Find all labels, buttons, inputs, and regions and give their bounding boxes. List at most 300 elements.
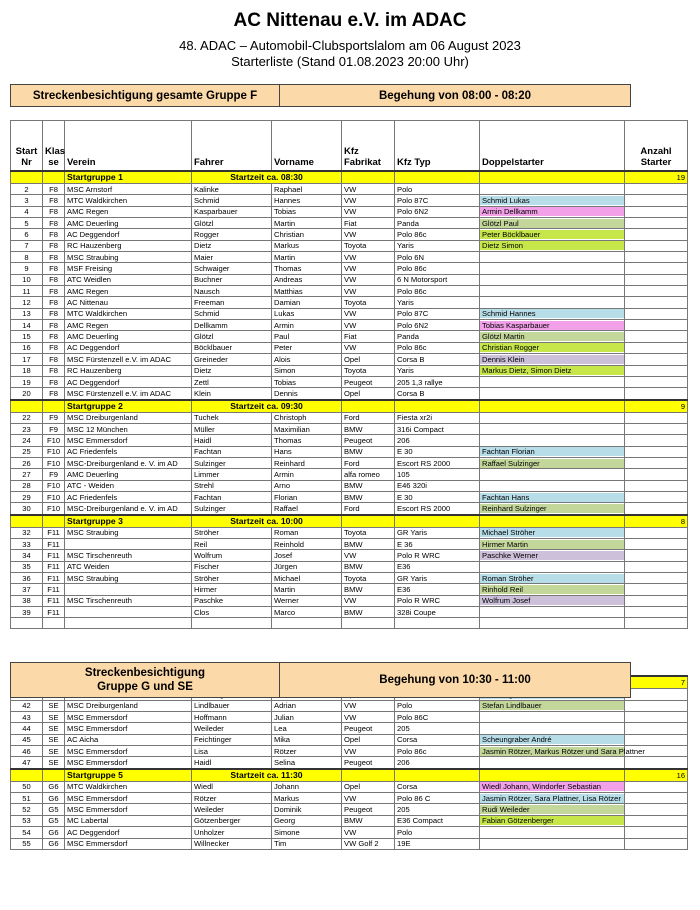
vorname: Andreas bbox=[272, 274, 342, 285]
kfz-typ: E 36 bbox=[395, 538, 480, 549]
kfz-typ: Polo 86c bbox=[395, 342, 480, 353]
doppelstarter bbox=[480, 365, 625, 376]
klasse: F8 bbox=[43, 206, 65, 217]
verein: MSC Straubing bbox=[65, 252, 192, 263]
table-row bbox=[11, 218, 688, 229]
start-nr: 28 bbox=[11, 480, 43, 491]
start-nr: 8 bbox=[11, 252, 43, 263]
klasse: SE bbox=[43, 757, 65, 769]
klasse: SE bbox=[43, 734, 65, 745]
table-row bbox=[11, 423, 688, 434]
start-nr: 55 bbox=[11, 838, 43, 849]
klasse: F8 bbox=[43, 342, 65, 353]
kfz-typ: E 30 bbox=[395, 491, 480, 502]
doppelstarter bbox=[480, 308, 625, 319]
doppelstarter-name: Christian Rogger bbox=[480, 343, 624, 352]
start-nr: 30 bbox=[11, 503, 43, 515]
anzahl-starter-cell bbox=[625, 595, 688, 606]
klasse: SE bbox=[43, 746, 65, 757]
kfz-typ: E36 bbox=[395, 561, 480, 572]
table-row bbox=[11, 457, 688, 468]
kfz-typ: Polo 6N2 bbox=[395, 206, 480, 217]
table-row bbox=[11, 388, 688, 400]
vorname: Adrian bbox=[272, 700, 342, 711]
anzahl-starter-cell bbox=[625, 435, 688, 446]
group-spacer bbox=[480, 171, 625, 184]
start-nr: 47 bbox=[11, 757, 43, 769]
kfz-fabrikat: Fiat bbox=[342, 218, 395, 229]
empty-cell bbox=[43, 618, 65, 629]
fahrer: Schmid bbox=[192, 195, 272, 206]
kfz-fabrikat: Opel bbox=[342, 734, 395, 745]
table-row bbox=[11, 412, 688, 423]
table-row bbox=[11, 365, 688, 376]
start-nr: 45 bbox=[11, 734, 43, 745]
doppelstarter bbox=[480, 331, 625, 342]
fahrer: Dietz bbox=[192, 240, 272, 251]
doppelstarter-name: Schmid Hannes bbox=[480, 309, 624, 318]
kfz-typ: 105 bbox=[395, 469, 480, 480]
doppelstarter bbox=[480, 184, 625, 195]
kfz-typ: 205 bbox=[395, 804, 480, 815]
fahrer: Ströher bbox=[192, 573, 272, 584]
vorname: Thomas bbox=[272, 263, 342, 274]
group-starter-count: 19 bbox=[625, 171, 688, 184]
klasse: F8 bbox=[43, 218, 65, 229]
kfz-typ: Polo R WRC bbox=[395, 595, 480, 606]
fahrer: Willnecker bbox=[192, 838, 272, 849]
kfz-fabrikat: Toyota bbox=[342, 297, 395, 308]
anzahl-starter-cell bbox=[625, 297, 688, 308]
start-nr: 27 bbox=[11, 469, 43, 480]
table-row bbox=[11, 435, 688, 446]
table-row bbox=[11, 584, 688, 595]
table-row bbox=[11, 527, 688, 538]
doppelstarter bbox=[480, 229, 625, 240]
anzahl-starter-cell bbox=[625, 423, 688, 434]
klasse: G5 bbox=[43, 815, 65, 826]
doppelstarter bbox=[480, 757, 625, 769]
anzahl-starter-cell bbox=[625, 689, 688, 700]
event-subtitle: 48. ADAC – Automobil-Clubsportslalom am 06 August 2023 bbox=[179, 38, 521, 53]
fahrer: Fachtan bbox=[192, 491, 272, 502]
verein: AC Aicha bbox=[65, 734, 192, 745]
verein: AMC Regen bbox=[65, 320, 192, 331]
vorname: Florian bbox=[272, 491, 342, 502]
fahrer: Weileder bbox=[192, 804, 272, 815]
anzahl-starter-cell bbox=[625, 503, 688, 515]
start-nr: 19 bbox=[11, 376, 43, 387]
klasse: SE bbox=[43, 712, 65, 723]
table-row bbox=[11, 252, 688, 263]
inspection-time: Begehung von 08:00 - 08:20 bbox=[378, 89, 532, 102]
vorname: Roman bbox=[272, 527, 342, 538]
table-row bbox=[11, 561, 688, 572]
anzahl-starter-cell bbox=[625, 573, 688, 584]
start-nr: 7 bbox=[11, 240, 43, 251]
verein: MSC Tirschenreuth bbox=[65, 550, 192, 561]
kfz-fabrikat: Toyota bbox=[342, 573, 395, 584]
start-nr: 42 bbox=[11, 700, 43, 711]
table-row bbox=[11, 240, 688, 251]
klasse: F9 bbox=[43, 423, 65, 434]
verein: AMC Deuerling bbox=[65, 218, 192, 229]
table-row bbox=[11, 184, 688, 195]
vorname: Michael bbox=[272, 573, 342, 584]
fahrer: Wolfrum bbox=[192, 550, 272, 561]
klasse: F8 bbox=[43, 263, 65, 274]
verein: AC Friedenfels bbox=[65, 491, 192, 502]
anzahl-starter-cell bbox=[625, 195, 688, 206]
table-row bbox=[11, 538, 688, 549]
klasse: F8 bbox=[43, 195, 65, 206]
kfz-fabrikat: Opel bbox=[342, 354, 395, 365]
klasse: F11 bbox=[43, 550, 65, 561]
start-nr: 32 bbox=[11, 527, 43, 538]
fahrer: Dellkamm bbox=[192, 320, 272, 331]
doppelstarter-name: Tobias Kasparbauer bbox=[480, 321, 624, 330]
group-starter-count: 7 bbox=[625, 676, 688, 689]
group-name: Startgruppe 2 bbox=[65, 400, 192, 413]
doppelstarter-name: Rinhold Reil bbox=[480, 585, 624, 594]
fahrer: Böcklbauer bbox=[192, 342, 272, 353]
doppelstarter bbox=[480, 527, 625, 538]
anzahl-starter-cell bbox=[625, 838, 688, 849]
klasse: F8 bbox=[43, 184, 65, 195]
start-nr: 6 bbox=[11, 229, 43, 240]
vorname: Markus bbox=[272, 240, 342, 251]
group-spacer bbox=[480, 769, 625, 782]
group-spacer bbox=[395, 769, 480, 782]
vorname: Paul bbox=[272, 331, 342, 342]
fahrer: Hoffmann bbox=[192, 712, 272, 723]
fahrer: Rogger bbox=[192, 229, 272, 240]
anzahl-starter-cell bbox=[625, 827, 688, 838]
start-nr: 4 bbox=[11, 206, 43, 217]
fahrer: Zettl bbox=[192, 376, 272, 387]
anzahl-starter-cell bbox=[625, 469, 688, 480]
verein: MSF Freising bbox=[65, 263, 192, 274]
group-start-time: Startzeit ca. 08:30 bbox=[192, 171, 342, 184]
col-kfz-fabrikat: Kfz Fabrikat bbox=[342, 121, 395, 172]
vorname: Armin bbox=[272, 469, 342, 480]
verein: MSC Arnstorf bbox=[65, 184, 192, 195]
anzahl-starter-cell bbox=[625, 815, 688, 826]
fahrer: Ströher bbox=[192, 527, 272, 538]
kfz-fabrikat: Peugeot bbox=[342, 804, 395, 815]
anzahl-starter-cell bbox=[625, 550, 688, 561]
group-spacer bbox=[395, 515, 480, 528]
kfz-typ: 19E bbox=[395, 838, 480, 849]
verein: MSC Emmersdorf bbox=[65, 793, 192, 804]
fahrer: Limmer bbox=[192, 469, 272, 480]
group-name: Startgruppe 3 bbox=[65, 515, 192, 528]
kfz-typ: 206 bbox=[395, 435, 480, 446]
kfz-fabrikat: Opel bbox=[342, 388, 395, 400]
table-row bbox=[11, 746, 688, 757]
fahrer: Hirmer bbox=[192, 584, 272, 595]
col-doppelstarter: Doppelstarter bbox=[480, 121, 625, 172]
kfz-typ: Escort RS 2000 bbox=[395, 503, 480, 515]
anzahl-starter-cell bbox=[625, 286, 688, 297]
klasse: F8 bbox=[43, 376, 65, 387]
vorname: Josef bbox=[272, 550, 342, 561]
kfz-typ: E 30 bbox=[395, 446, 480, 457]
doppelstarter bbox=[480, 480, 625, 491]
kfz-fabrikat: Opel bbox=[342, 781, 395, 792]
klasse: F11 bbox=[43, 538, 65, 549]
fahrer: Müller bbox=[192, 423, 272, 434]
start-nr: 17 bbox=[11, 354, 43, 365]
verein: MSC Straubing bbox=[65, 573, 192, 584]
fahrer: Fischer bbox=[192, 561, 272, 572]
fahrer: Kalinke bbox=[192, 184, 272, 195]
kfz-fabrikat: VW bbox=[342, 827, 395, 838]
fahrer: Greineder bbox=[192, 354, 272, 365]
kfz-fabrikat: Toyota bbox=[342, 365, 395, 376]
doppelstarter-name: Glötzl Paul bbox=[480, 219, 624, 228]
klasse: F11 bbox=[43, 527, 65, 538]
table-row bbox=[11, 503, 688, 515]
kfz-fabrikat: Ford bbox=[342, 457, 395, 468]
anzahl-starter-cell bbox=[625, 527, 688, 538]
kfz-fabrikat: VW bbox=[342, 184, 395, 195]
doppelstarter-name: Jasmin Rötzer, Sara Plattner, Lisa Rötzer bbox=[480, 794, 624, 803]
verein: MSC Emmersdorf bbox=[65, 712, 192, 723]
doppelstarter bbox=[480, 240, 625, 251]
doppelstarter bbox=[480, 320, 625, 331]
anzahl-starter-cell bbox=[625, 793, 688, 804]
fahrer: Götzenberger bbox=[192, 815, 272, 826]
vorname: Martin bbox=[272, 218, 342, 229]
doppelstarter bbox=[480, 206, 625, 217]
kfz-fabrikat: alfa romeo bbox=[342, 469, 395, 480]
doppelstarter bbox=[480, 457, 625, 468]
vorname: Simone bbox=[272, 827, 342, 838]
anzahl-starter-cell bbox=[625, 584, 688, 595]
start-nr: 22 bbox=[11, 412, 43, 423]
table-row bbox=[11, 734, 688, 745]
kfz-typ: Corsa B bbox=[395, 354, 480, 365]
fahrer: Klein bbox=[192, 388, 272, 400]
doppelstarter bbox=[480, 195, 625, 206]
col-vorname: Vorname bbox=[272, 121, 342, 172]
verein: MTC Waldkirchen bbox=[65, 195, 192, 206]
doppelstarter-name: Glötzl Martin bbox=[480, 332, 624, 341]
fahrer: Reil bbox=[192, 538, 272, 549]
group-start-time: Startzeit ca. 09:30 bbox=[192, 400, 342, 413]
group-header-row bbox=[11, 171, 688, 184]
kfz-typ: Polo 86c bbox=[395, 229, 480, 240]
verein: AC Deggendorf bbox=[65, 342, 192, 353]
doppelstarter bbox=[480, 734, 625, 745]
doppelstarter-name: Roman Ströher bbox=[480, 574, 624, 583]
verein: MSC Fürstenzell e.V. im ADAC bbox=[65, 354, 192, 365]
start-nr: 44 bbox=[11, 723, 43, 734]
klasse: F11 bbox=[43, 607, 65, 618]
table-row bbox=[11, 195, 688, 206]
klasse: SE bbox=[43, 723, 65, 734]
start-nr: 18 bbox=[11, 365, 43, 376]
vorname: Armin bbox=[272, 320, 342, 331]
verein bbox=[65, 538, 192, 549]
fahrer: Nausch bbox=[192, 286, 272, 297]
kfz-fabrikat: BMW bbox=[342, 607, 395, 618]
verein: MSC Dreiburgenland bbox=[65, 412, 192, 423]
klasse: F8 bbox=[43, 331, 65, 342]
kfz-fabrikat: VW bbox=[342, 274, 395, 285]
table-row bbox=[11, 342, 688, 353]
doppelstarter bbox=[480, 561, 625, 572]
table-row bbox=[11, 827, 688, 838]
doppelstarter bbox=[480, 412, 625, 423]
start-nr: 12 bbox=[11, 297, 43, 308]
verein: AMC Regen bbox=[65, 286, 192, 297]
empty-cell bbox=[65, 618, 192, 629]
klasse: F11 bbox=[43, 595, 65, 606]
kfz-typ: Panda bbox=[395, 331, 480, 342]
klasse: F8 bbox=[43, 274, 65, 285]
klasse: F8 bbox=[43, 252, 65, 263]
start-nr: 29 bbox=[11, 491, 43, 502]
anzahl-starter-cell bbox=[625, 365, 688, 376]
fahrer: Lisa bbox=[192, 746, 272, 757]
klasse: G5 bbox=[43, 804, 65, 815]
doppelstarter-name: Jasmin Rötzer, Markus Rötzer und Sara Plattner bbox=[482, 746, 645, 756]
doppelstarter bbox=[480, 538, 625, 549]
empty-cell bbox=[192, 618, 272, 629]
doppelstarter-name: Michael Ströher bbox=[480, 528, 624, 537]
kfz-typ: Yaris bbox=[395, 365, 480, 376]
klasse: F9 bbox=[43, 469, 65, 480]
klasse: F8 bbox=[43, 240, 65, 251]
table-row bbox=[11, 376, 688, 387]
group-starter-count: 9 bbox=[625, 400, 688, 413]
col-fahrer: Fahrer bbox=[192, 121, 272, 172]
vorname: Reinhold bbox=[272, 538, 342, 549]
vorname: Reinhard bbox=[272, 457, 342, 468]
fahrer: Paschke bbox=[192, 595, 272, 606]
fahrer: Glötzl bbox=[192, 218, 272, 229]
verein: ATC Weidlen bbox=[65, 274, 192, 285]
doppelstarter bbox=[480, 297, 625, 308]
fahrer: Schmid bbox=[192, 308, 272, 319]
kfz-typ: 6 N Motorsport bbox=[395, 274, 480, 285]
start-nr: 51 bbox=[11, 793, 43, 804]
verein: MSC-Dreiburgenland e. V. im AD bbox=[65, 503, 192, 515]
doppelstarter-name: Wolfrum Josef bbox=[480, 596, 624, 605]
anzahl-starter-cell bbox=[625, 538, 688, 549]
anzahl-starter-cell bbox=[625, 342, 688, 353]
kfz-typ: Panda bbox=[395, 218, 480, 229]
kfz-typ: Polo 86c bbox=[395, 746, 480, 757]
start-nr: 26 bbox=[11, 457, 43, 468]
anzahl-starter-cell bbox=[625, 320, 688, 331]
kfz-typ: Polo 86C bbox=[395, 712, 480, 723]
vorname: Marco bbox=[272, 607, 342, 618]
anzahl-starter-cell bbox=[625, 607, 688, 618]
doppelstarter bbox=[480, 286, 625, 297]
fahrer: Wiedl bbox=[192, 781, 272, 792]
col-start-nr: Start Nr bbox=[11, 121, 43, 172]
table-row bbox=[11, 206, 688, 217]
kfz-typ: Corsa bbox=[395, 734, 480, 745]
vorname: Julian bbox=[272, 712, 342, 723]
klasse: F8 bbox=[43, 286, 65, 297]
start-nr: 33 bbox=[11, 538, 43, 549]
fahrer: Kasparbauer bbox=[192, 206, 272, 217]
fahrer: Unholzer bbox=[192, 827, 272, 838]
verein: AMC Deuerling bbox=[65, 331, 192, 342]
verein: ATC Weiden bbox=[65, 561, 192, 572]
kfz-fabrikat: Fiat bbox=[342, 331, 395, 342]
klasse: F10 bbox=[43, 491, 65, 502]
doppelstarter bbox=[480, 584, 625, 595]
verein: MSC Emmersdorf bbox=[65, 757, 192, 769]
doppelstarter bbox=[480, 435, 625, 446]
group-start-time: Startzeit ca. 11:30 bbox=[192, 769, 342, 782]
verein: AMC Regen bbox=[65, 206, 192, 217]
anzahl-starter-cell bbox=[625, 184, 688, 195]
doppelstarter bbox=[480, 218, 625, 229]
empty-cell bbox=[395, 618, 480, 629]
empty-cell bbox=[625, 618, 688, 629]
kfz-fabrikat: VW bbox=[342, 263, 395, 274]
fahrer: Strehl bbox=[192, 480, 272, 491]
anzahl-starter-cell bbox=[625, 218, 688, 229]
doppelstarter bbox=[480, 376, 625, 387]
anzahl-starter-cell bbox=[625, 263, 688, 274]
group-spacer bbox=[342, 400, 395, 413]
kfz-typ: E36 Compact bbox=[395, 815, 480, 826]
doppelstarter-name: Wiedl Johann, Windorfer Sebastian bbox=[480, 782, 624, 791]
table-row bbox=[11, 815, 688, 826]
fahrer: Freeman bbox=[192, 297, 272, 308]
doppelstarter bbox=[480, 263, 625, 274]
kfz-fabrikat: Peugeot bbox=[342, 723, 395, 734]
doppelstarter-name: Dennis Klein bbox=[480, 355, 624, 364]
col-klasse: Klas se bbox=[43, 121, 65, 172]
empty-cell bbox=[342, 618, 395, 629]
verein: AC Deggendorf bbox=[65, 229, 192, 240]
anzahl-starter-cell bbox=[625, 206, 688, 217]
group-header-row bbox=[11, 400, 688, 413]
kfz-fabrikat: VW bbox=[342, 712, 395, 723]
kfz-fabrikat: Peugeot bbox=[342, 435, 395, 446]
empty-cell bbox=[480, 618, 625, 629]
kfz-fabrikat: BMW bbox=[342, 423, 395, 434]
vorname: Raphael bbox=[272, 184, 342, 195]
klasse: G6 bbox=[43, 781, 65, 792]
group-spacer bbox=[43, 171, 65, 184]
group-spacer bbox=[11, 171, 43, 184]
fahrer: Maier bbox=[192, 252, 272, 263]
verein: MSC Emmersdorf bbox=[65, 838, 192, 849]
group-spacer bbox=[480, 515, 625, 528]
fahrer: Tuchek bbox=[192, 412, 272, 423]
kfz-fabrikat: VW bbox=[342, 342, 395, 353]
kfz-fabrikat: Ford bbox=[342, 503, 395, 515]
table-row bbox=[11, 469, 688, 480]
kfz-fabrikat: BMW bbox=[342, 491, 395, 502]
start-nr: 46 bbox=[11, 746, 43, 757]
klasse: G6 bbox=[43, 838, 65, 849]
doppelstarter bbox=[480, 815, 625, 826]
vorname: Selina bbox=[272, 757, 342, 769]
start-nr: 9 bbox=[11, 263, 43, 274]
doppelstarter bbox=[480, 342, 625, 353]
fahrer: Clos bbox=[192, 607, 272, 618]
